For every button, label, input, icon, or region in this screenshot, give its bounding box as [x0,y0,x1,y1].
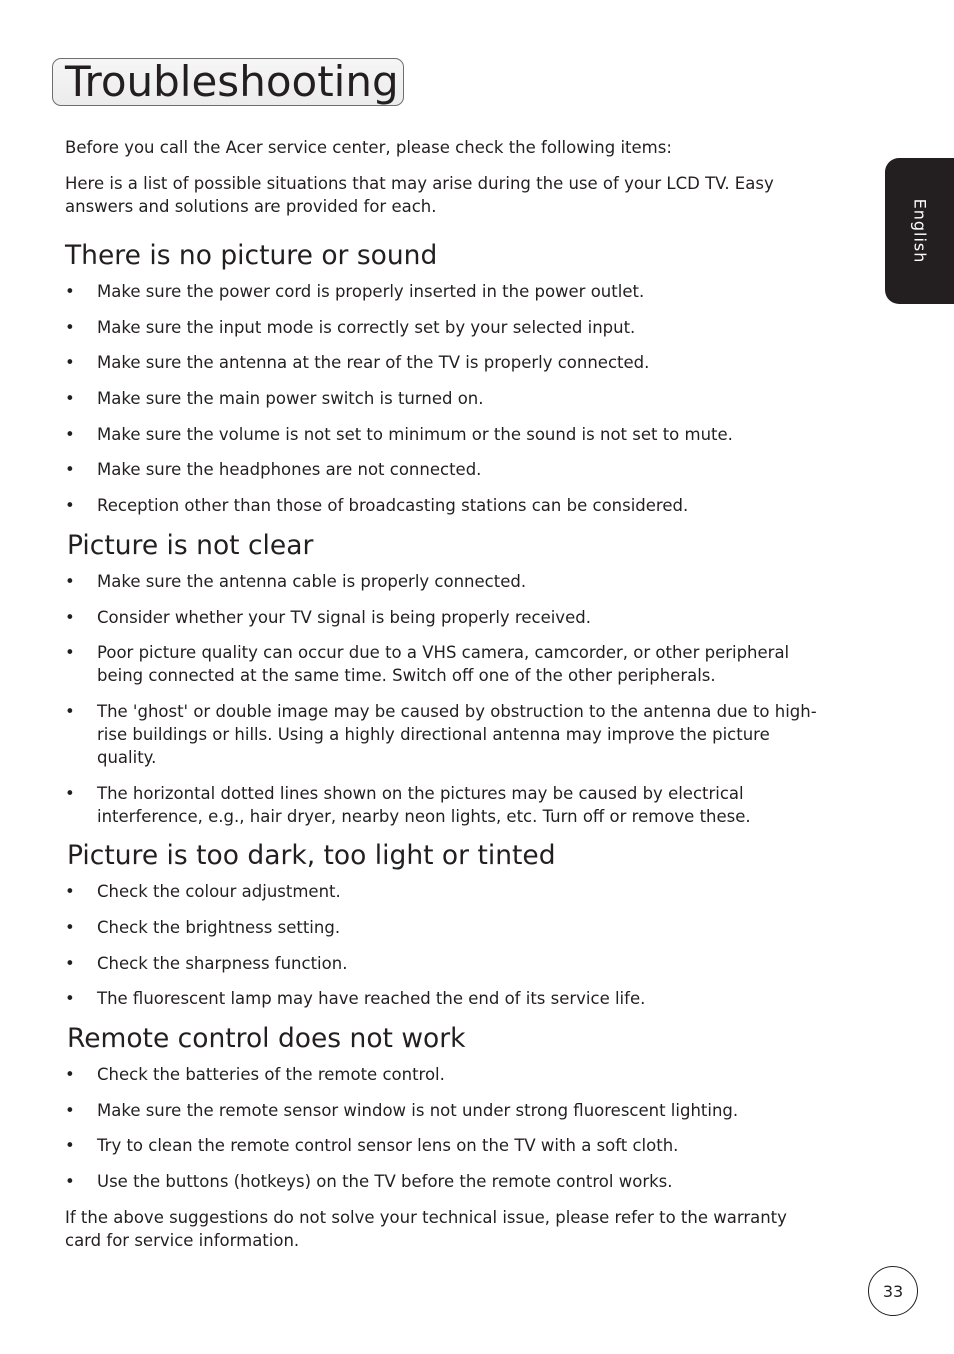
intro-paragraph: Before you call the Acer service center, please check the following items: [65,138,672,157]
list-item: • The fluorescent lamp may have reached the end of its service life. [65,987,820,1010]
page-number-badge [868,1266,918,1316]
list-item: • Make sure the remote sensor window is not under strong fluorescent lighting. [65,1099,820,1122]
list-item: • Check the batteries of the remote control. [65,1063,820,1086]
list-item: • Make sure the input mode is correctly set by your selected input. [65,316,820,339]
section-heading-no-picture-or-sound: There is no picture or sound [65,240,438,271]
list-item: • Make sure the main power switch is turned on. [65,387,820,410]
list-item: • Use the buttons (hotkeys) on the TV before the remote control works. [65,1170,820,1193]
page-title: Troubleshooting [65,57,399,106]
page-content [65,136,820,1252]
list-item: • Check the colour adjustment. [65,880,820,903]
list-item: • Check the brightness setting. [65,916,820,939]
bullet-list-remote-control [65,1063,820,1193]
language-tab [885,158,954,304]
list-item: • Reception other than those of broadcasting stations can be considered. [65,494,820,517]
bullet-list-no-picture-or-sound [65,280,820,517]
section-heading-picture-not-clear: Picture is not clear [67,529,314,561]
list-item: • Check the sharpness function. [65,952,820,975]
bullet-list-picture-too-dark [65,880,820,1010]
list-item: • Poor picture quality can occur due to a VHS camera, camcorder, or other peripheral being connected at the same time. Switch off one of the other peripherals. [65,641,820,687]
section-heading-picture-too-dark: Picture is too dark, too light or tinted [67,840,556,872]
page-number: 33 [882,1281,904,1301]
list-item: • Try to clean the remote control sensor lens on the TV with a soft cloth. [65,1134,820,1157]
closing-paragraph: If the above suggestions do not solve your technical issue, please refer to the warranty card for service information. [65,1207,787,1250]
list-item: • Make sure the antenna at the rear of the TV is properly connected. [65,351,820,374]
language-tab-label: English [910,198,929,264]
list-item: • Make sure the volume is not set to minimum or the sound is not set to mute. [65,423,820,446]
bullet-list-picture-not-clear [65,570,820,828]
section-heading-remote-control: Remote control does not work [67,1023,466,1054]
list-item: • The horizontal dotted lines shown on the pictures may be caused by electrical interference, e.g., hair dryer, nearby neon lights, etc. Turn off or remove these. [65,782,820,828]
list-item: • The 'ghost' or double image may be caused by obstruction to the antenna due to high-rise buildings or hills. Using a highly directional antenna may improve the picture quality. [65,700,820,769]
page-title-box [52,58,404,106]
list-item: • Make sure the antenna cable is properly connected. [65,570,820,593]
list-item: • Make sure the power cord is properly inserted in the power outlet. [65,280,820,303]
intro-paragraph: Here is a list of possible situations that may arise during the use of your LCD TV. Easy answers and solutions are provided for each. [65,174,774,216]
list-item: • Make sure the headphones are not connected. [65,458,820,481]
list-item: • Consider whether your TV signal is being properly received. [65,606,820,629]
